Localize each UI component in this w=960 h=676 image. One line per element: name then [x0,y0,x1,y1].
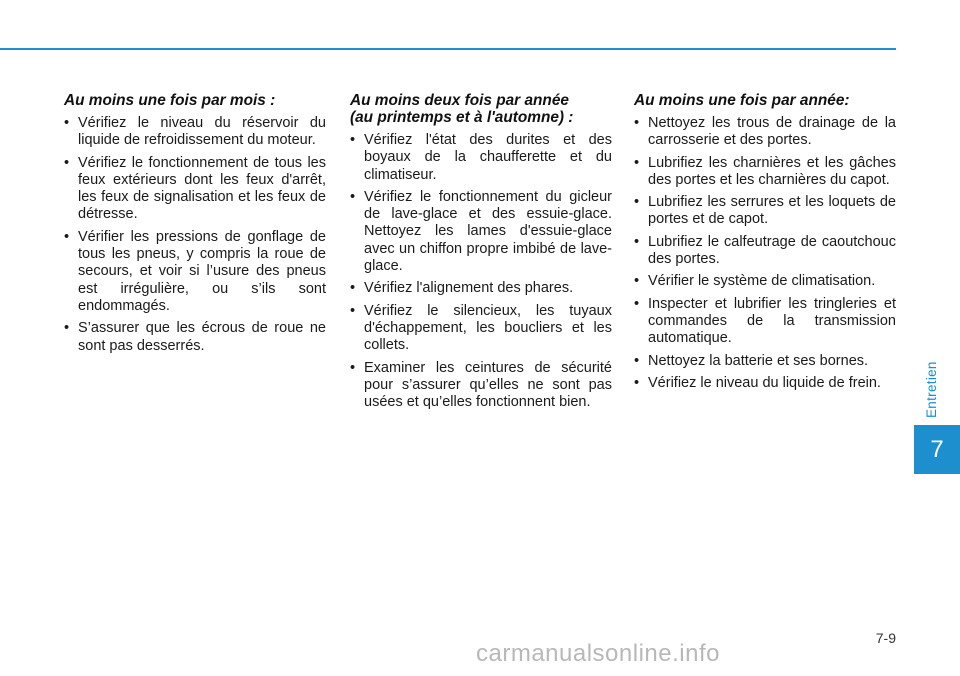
bullet-icon: • [634,352,640,369]
bullet-icon: • [350,359,356,376]
bullet-icon: • [350,188,356,205]
list-item: • Vérifiez le fonctionnement de tous les feux extérieurs dont les feux d'arrêt, les feux de signalisation et les feux de détresse. [64,154,326,223]
list-item: • Vérifiez le niveau du liquide de frein. [634,374,881,391]
section-monthly [64,92,326,360]
chapter-tab: 7 [914,425,960,474]
bullet-list [634,115,896,392]
list-item: • Lubrifiez les serrures et les loquets de portes et de capot. [634,194,896,228]
list-item: • Vérifiez l'état des durites et des boyaux de la chaufferette et du climatiseur. [350,132,612,183]
bullet-icon: • [634,115,640,131]
section-twice-yearly [350,92,612,416]
watermark: carmanualsonline.info [476,640,720,667]
list-item: • S’assurer que les écrous de roue ne sont pas desserrés. [64,320,326,354]
bullet-icon: • [350,280,356,297]
list-item: • Lubrifiez les charnières et les gâches des portes et les charnières du capot. [634,154,896,188]
top-rule [0,48,896,50]
bullet-list [64,115,326,355]
list-item: • Inspecter et lubrifier les tringleries et commandes de la transmission automatique. [634,295,896,347]
list-item: • Vérifiez le silencieux, les tuyaux d'échappement, les boucliers et les collets. [350,302,612,354]
list-item: • Vérifier le système de climatisation. [634,273,876,290]
bullet-icon: • [64,115,70,131]
bullet-icon: • [350,132,356,148]
list-item: • Examiner les ceintures de sécurité pour s’assurer qu’elles ne sont pas usées et qu’elles fonctionnent bien. [350,359,612,411]
bullet-list [350,132,612,411]
bullet-icon: • [634,154,640,171]
section-heading: Au moins une fois par année: [634,92,850,109]
chapter-label: Entretien [924,361,939,418]
list-item: • Vérifier les pressions de gonflage de tous les pneus, y compris la roue de secours, et voir si l’usure des pneus est irrégulière, ou s’ils sont endommagés. [64,228,326,314]
list-item: • Vérifiez l'alignement des phares. [350,280,574,297]
list-item: • Nettoyez les trous de drainage de la carrosserie et des portes. [634,115,896,149]
bullet-icon: • [634,194,640,211]
page-number: 7-9 [875,630,896,646]
section-heading: Au moins deux fois par année (au printemps et à l'automne) : [350,92,574,126]
section-heading: Au moins une fois par mois : [64,92,276,109]
bullet-icon: • [350,302,356,319]
bullet-icon: • [64,320,70,337]
bullet-icon: • [634,273,640,290]
bullet-icon: • [634,374,640,391]
section-yearly [634,92,896,397]
list-item: • Nettoyez la batterie et ses bornes. [634,352,869,369]
list-item: • Lubrifiez le calfeutrage de caoutchouc des portes. [634,233,896,268]
list-item: • Vérifiez le fonctionnement du gicleur de lave-glace et des essuie-glace. Nettoyez les lames d'essuie-glace avec un chiffon propre imbibé de lave-glace. [350,188,612,275]
bullet-icon: • [634,233,640,250]
list-item: • Vérifiez le niveau du réservoir du liquide de refroidissement du moteur. [64,115,326,149]
bullet-icon: • [634,295,640,312]
bullet-icon: • [64,154,70,171]
bullet-icon: • [64,228,70,245]
